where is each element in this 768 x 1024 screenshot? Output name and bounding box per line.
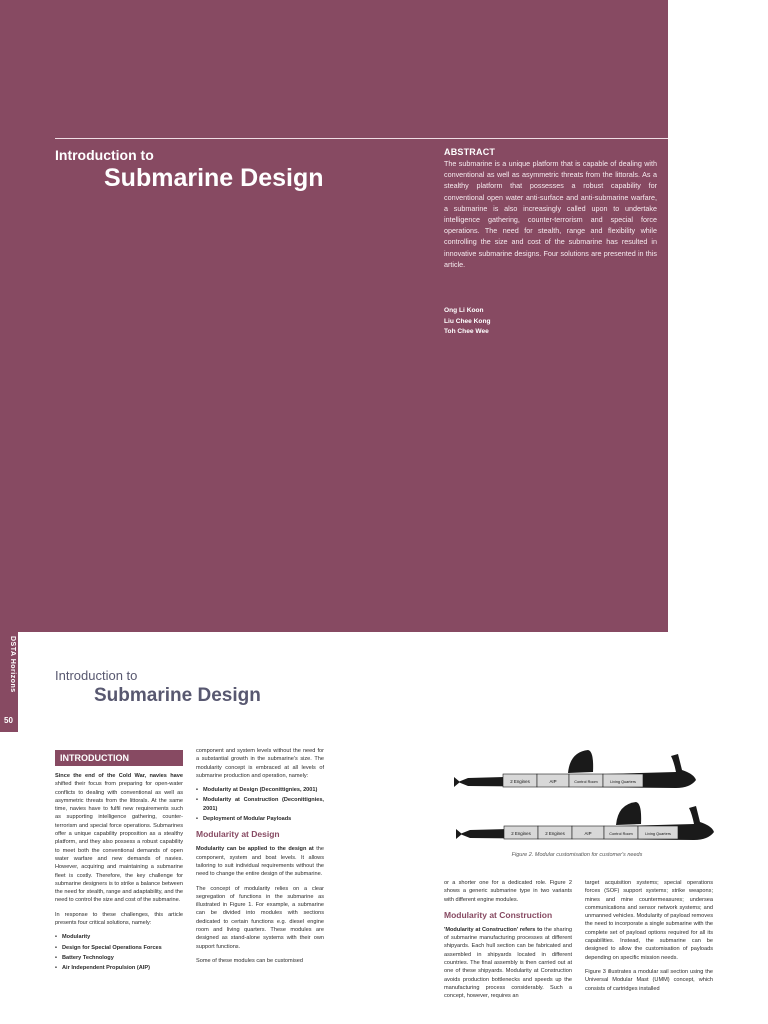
module-label: Control Room bbox=[574, 780, 598, 784]
figure-caption: Figure 2. Modular customisation for customer's needs bbox=[511, 852, 643, 858]
paragraph bbox=[196, 845, 324, 878]
module-label: AIP bbox=[549, 779, 557, 784]
paragraph: Some of these modules can be customised bbox=[196, 957, 303, 964]
column-1 bbox=[55, 750, 183, 979]
abstract-text: The submarine is a unique platform that is capable of dealing with conventional as well as asymmetric threats from the littorals. As a stealthy platform that possesses a robust capability for conventional open water anti-surface and anti-submarine warfare, a submarine is also increasingly called upon to undertake intelligence gathering, counter-terrorism and special force operations. The need for stealth, range and flexibility while controlling the size and cost of the submarine has resulted in innovative submarine designs. Four solutions are presented in this article. bbox=[444, 159, 657, 269]
paragraph: In response to these challenges, this article presents four critical solutions, namely: bbox=[55, 911, 183, 927]
section-heading-construction: Modularity at Construction bbox=[444, 909, 553, 920]
cover-title: Submarine Design bbox=[104, 164, 324, 192]
module-label: AIP bbox=[584, 831, 592, 836]
paragraph: The concept of modularity relies on a clear segregation of functions in the submarine as illustrated in Figure 1. For example, a submarine can be divided into modules with sections dedicated to certain functions e.g. diesel engine room and living quarters. These modules are designed as stand-alone systems with their own support functions. bbox=[196, 885, 324, 950]
list-item: • Modularity bbox=[62, 933, 183, 941]
section-heading-design: Modularity at Design bbox=[196, 829, 280, 840]
column-3 bbox=[444, 879, 572, 1007]
column-2 bbox=[196, 747, 324, 971]
section-heading-introduction: INTRODUCTION bbox=[55, 750, 183, 766]
list-item: • Modularity at Design (Deconittignies, 2001) bbox=[203, 786, 324, 794]
modularity-list bbox=[196, 786, 324, 823]
paragraph: Figure 3 illustrates a modular sail section using the Universal Modular Mast (UMM) concept, which consists of cartridges installed bbox=[585, 968, 713, 992]
submarine-sail-top bbox=[568, 750, 593, 773]
paragraph bbox=[444, 926, 572, 1001]
author-name: Toh Chee Wee bbox=[444, 328, 489, 335]
module-label: Living Quarters bbox=[610, 780, 636, 784]
submarine-sail-bottom bbox=[616, 802, 641, 825]
author-name: Liu Chee Kong bbox=[444, 317, 491, 325]
submarine-figure bbox=[446, 744, 716, 868]
list-item: • Deployment of Modular Payloads bbox=[203, 815, 324, 823]
paragraph: target acquisition systems; special operations forces (SOF) support systems; strike weapons; mines and mine countermeasures; undersea communications and sensor network systems; and unmanned vehicles. Modularity of payload removes the need to incorporate a single submarine with the complete set of payload options required for all its capabilities. Instead, the submarine can be designed to allow the customisation of payloads depending on specific mission needs. bbox=[585, 880, 713, 961]
paragraph bbox=[55, 772, 183, 905]
lead-text: Since the end of the Cold War, navies have bbox=[55, 773, 183, 779]
module-label: 2 Engines bbox=[511, 831, 531, 836]
page-number: 50 bbox=[4, 716, 13, 725]
lead-text: 'Modularity at Construction' refers to bbox=[444, 926, 543, 933]
journal-name: DSTA Horizons bbox=[9, 636, 16, 693]
body-text: shifted their focus from preparing for open-water conflicts to dealing with conventional as well as asymmetric threats from the littorals. At the same time, navies have to fulfil new requirements such as supporting intelligence gathering, counter-terrorism and special force operations. Submarines offer a unique capability proposition as a stealthy platform, and they also possess a robust capability to meet both the conventional demands of open water warfare and new demands of navies. However, acquiring and maintaining a submarine fleet is costly. Therefore, the key challenge for submarine designers is to strike a balance between the need for stealth, range and adaptability, and the need to control the size and cost of the submarine. bbox=[55, 781, 183, 904]
solution-list bbox=[55, 933, 183, 972]
body-text: the sharing of submarine manufacturing processes at different shipyards. Each hull section can be fabricated and assembled in shipyards located in different countries. The final assembly is then carried out at one of these shipyards. Modularity at Construction avoids production bottlenecks and speeds up the manufacturing process considerably. Such a concept, however, requires an bbox=[444, 926, 572, 1000]
paragraph: component and system levels without the need for a substantial growth in the submarine's size. The modularity concept is embraced at all levels of submarine production and operation, namely: bbox=[196, 748, 324, 779]
module-label: 2 Engines bbox=[545, 831, 565, 836]
module-label: Control Room bbox=[609, 832, 633, 836]
abstract-heading: ABSTRACT bbox=[444, 147, 496, 157]
cover-divider bbox=[55, 138, 668, 139]
module-label: 2 Engines bbox=[510, 779, 530, 784]
list-item: • Air Independent Propulsion (AIP) bbox=[62, 964, 183, 972]
list-item: • Battery Technology bbox=[62, 954, 183, 962]
column-4 bbox=[585, 879, 713, 999]
article-title: Submarine Design bbox=[94, 685, 261, 706]
body-text: the component, system and boat levels. It allows tailoring to suit individual requirements without the need to change the entire design of the submarine. bbox=[196, 846, 325, 878]
list-item: • Design for Special Operations Forces bbox=[62, 944, 183, 952]
propeller-bottom bbox=[456, 829, 462, 839]
list-item: • Modularity at Construction (Deconittignies, 2001) bbox=[203, 796, 324, 813]
paragraph: or a shorter one for a dedicated role. Figure 2 shows a generic submarine type in two variants with different engine modules. bbox=[444, 880, 572, 903]
module-label: Living Quarters bbox=[645, 832, 671, 836]
lead-text: Modularity can be applied to the design at bbox=[196, 846, 314, 853]
author-list bbox=[444, 306, 491, 338]
author-name: Ong Li Koon bbox=[444, 307, 484, 314]
propeller-top bbox=[454, 777, 460, 787]
cover-intro: Introduction to bbox=[55, 147, 154, 163]
article-intro: Introduction to bbox=[55, 668, 138, 683]
